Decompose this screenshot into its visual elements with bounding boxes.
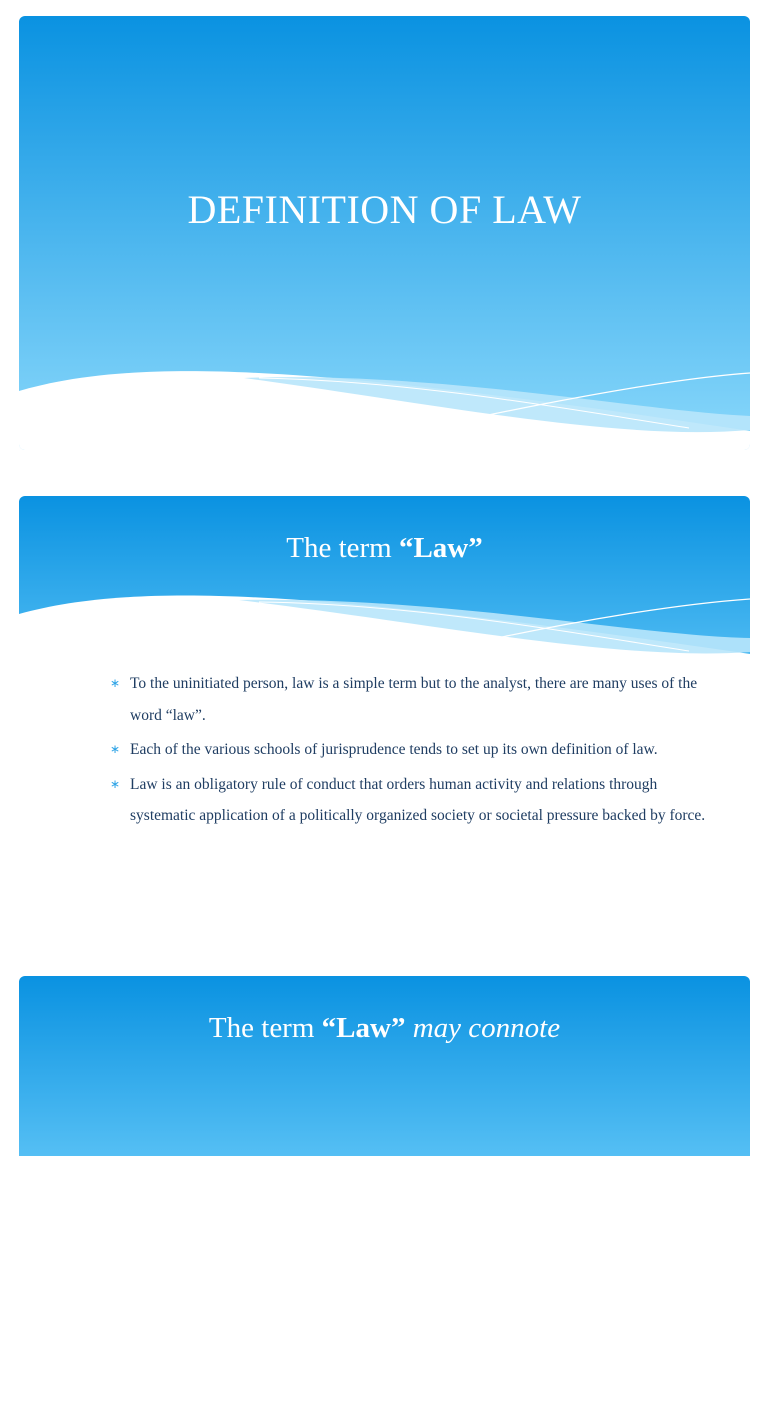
bullet-list xyxy=(110,668,722,835)
slide-title xyxy=(19,16,750,450)
bullet-item xyxy=(110,734,722,766)
slide-heading xyxy=(19,1012,750,1045)
slide-background-wave xyxy=(19,16,750,450)
slide-header-wave xyxy=(19,976,750,1156)
heading-bold-term: “Law” xyxy=(398,532,483,564)
bullet-text: To the uninitiated person, law is a simple term but to the analyst, there are many uses of the word “law”. xyxy=(130,675,698,724)
bullet-text: Law is an obligatory rule of conduct that orders human activity and relations through systematic application of a politically organized society or societal pressure backed by force. xyxy=(130,775,706,824)
bullet-item xyxy=(110,668,722,731)
asterisk-bullet-icon: ∗ xyxy=(110,742,121,756)
slide-title-text: DEFINITION OF LAW xyxy=(187,187,582,232)
slide-the-term-law xyxy=(19,496,750,930)
heading-prefix: The term xyxy=(286,532,399,564)
heading-italic-text: may connote xyxy=(405,1012,561,1044)
heading-bold-term: “Law” xyxy=(321,1012,406,1044)
asterisk-bullet-icon: ∗ xyxy=(110,776,121,791)
slide-header-wave xyxy=(19,496,750,676)
slide-heading xyxy=(19,532,750,565)
bullet-text: Each of the various schools of jurisprudence tends to set up its own definition of law. xyxy=(130,741,658,758)
bullet-item xyxy=(110,769,722,832)
asterisk-bullet-icon: ∗ xyxy=(110,676,121,690)
slide-term-law-connote xyxy=(19,976,750,1410)
heading-prefix: The term xyxy=(208,1012,322,1044)
